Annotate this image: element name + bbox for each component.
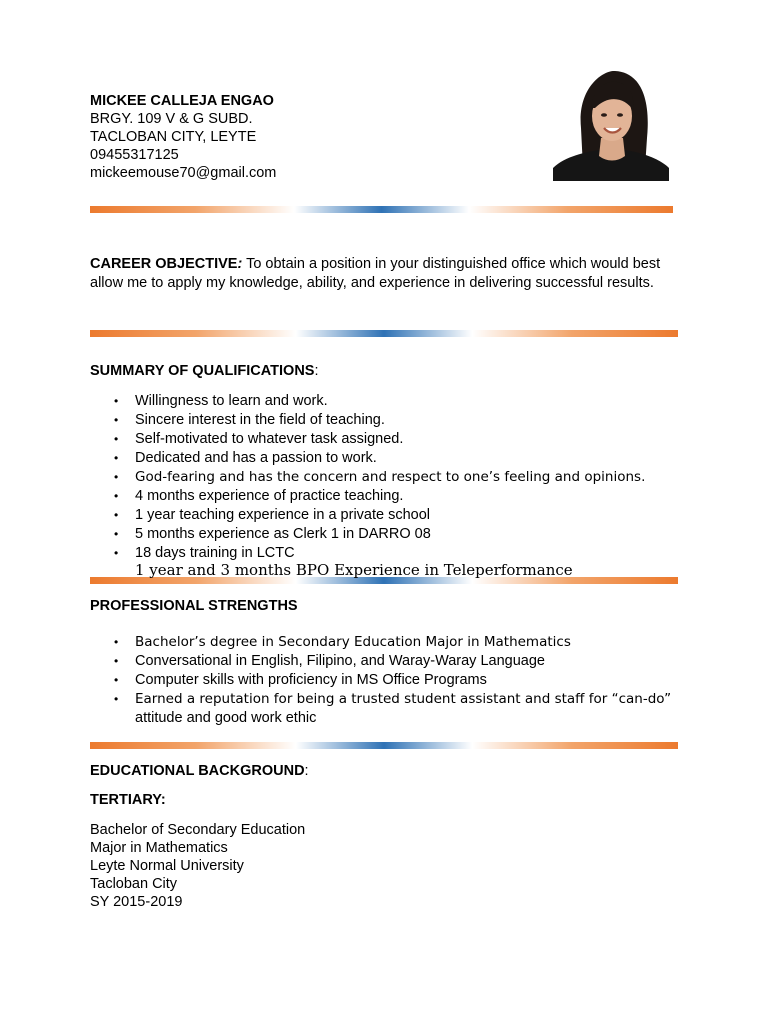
applicant-name: MICKEE CALLEJA ENGAO [90,93,274,109]
bullet-icon: • [114,654,119,668]
strengths-heading: PROFESSIONAL STRENGTHS [90,598,298,614]
career-objective-label: CAREER OBJECTIVE [90,256,238,272]
email-address: mickeemouse70@gmail.com [90,165,277,181]
list-item: • 4 months experience of practice teaching. [114,488,404,504]
tertiary-label: TERTIARY: [90,792,166,808]
education-major: Major in Mathematics [90,840,228,856]
bullet-icon: • [114,546,119,560]
address-line-1: BRGY. 109 V & G SUBD. [90,111,253,127]
list-item: • Sincere interest in the field of teaching. [114,412,385,428]
strengths-list [90,633,671,728]
education-school-year: SY 2015-2019 [90,894,183,910]
bullet-icon: • [114,394,119,408]
address-line-2: TACLOBAN CITY, LEYTE [90,129,257,145]
section-divider [90,206,673,213]
bullet-icon: • [114,451,119,465]
bullet-icon: • [114,692,119,706]
bullet-icon: • [114,508,119,522]
profile-photo [553,68,669,181]
list-item: • 5 months experience as Clerk 1 in DARRO 08 [114,526,431,542]
list-item: • 18 days training in LCTC [114,545,295,561]
list-item: • Bachelor’s degree in Secondary Education Major in Mathematics [114,634,571,650]
bullet-icon: • [114,635,119,649]
education-heading [90,762,309,780]
section-divider [90,742,678,749]
qualifications-heading-text: SUMMARY OF QUALIFICATIONS [90,363,315,379]
career-objective-text-2: allow me to apply my knowledge, ability, and experience in delivering successful results. [90,275,654,291]
list-item: • Willingness to learn and work. [114,393,328,409]
phone-number: 09455317125 [90,147,179,163]
qualifications-heading [90,362,319,380]
career-objective [90,255,690,274]
bullet-icon: • [114,413,119,427]
career-objective-text-1: To obtain a position in your distinguished office which would best [246,256,661,272]
education-school: Leyte Normal University [90,858,244,874]
bullet-icon: • [114,527,119,541]
education-heading-colon: : [304,763,309,779]
section-divider [90,330,678,337]
bpo-experience-line: 1 year and 3 months BPO Experience in Teleperformance [135,561,573,579]
list-item: • God-fearing and has the concern and respect to one’s feeling and opinions. [114,469,646,485]
qualifications-heading-colon: : [314,363,319,379]
education-heading-text: EDUCATIONAL BACKGROUND [90,763,305,779]
list-item: • 1 year teaching experience in a private school [114,507,431,523]
qualifications-list [90,392,645,563]
career-objective-colon: : [237,256,243,272]
list-item: • Computer skills with proficiency in MS Office Programs [114,672,487,688]
bullet-icon: • [114,470,119,484]
education-city: Tacloban City [90,876,178,892]
list-item: • Self-motivated to whatever task assigned. [114,431,404,447]
bullet-icon: • [114,489,119,503]
bullet-icon: • [114,432,119,446]
education-degree: Bachelor of Secondary Education [90,822,306,838]
list-item: • Earned a reputation for being a trusted student assistant and staff for “can-do” [114,691,672,707]
list-item: • Conversational in English, Filipino, and Waray-Waray Language [114,653,545,669]
list-item: • Dedicated and has a passion to work. [114,450,377,466]
bullet-icon: • [114,673,119,687]
list-item: attitude and good work ethic [135,710,317,726]
